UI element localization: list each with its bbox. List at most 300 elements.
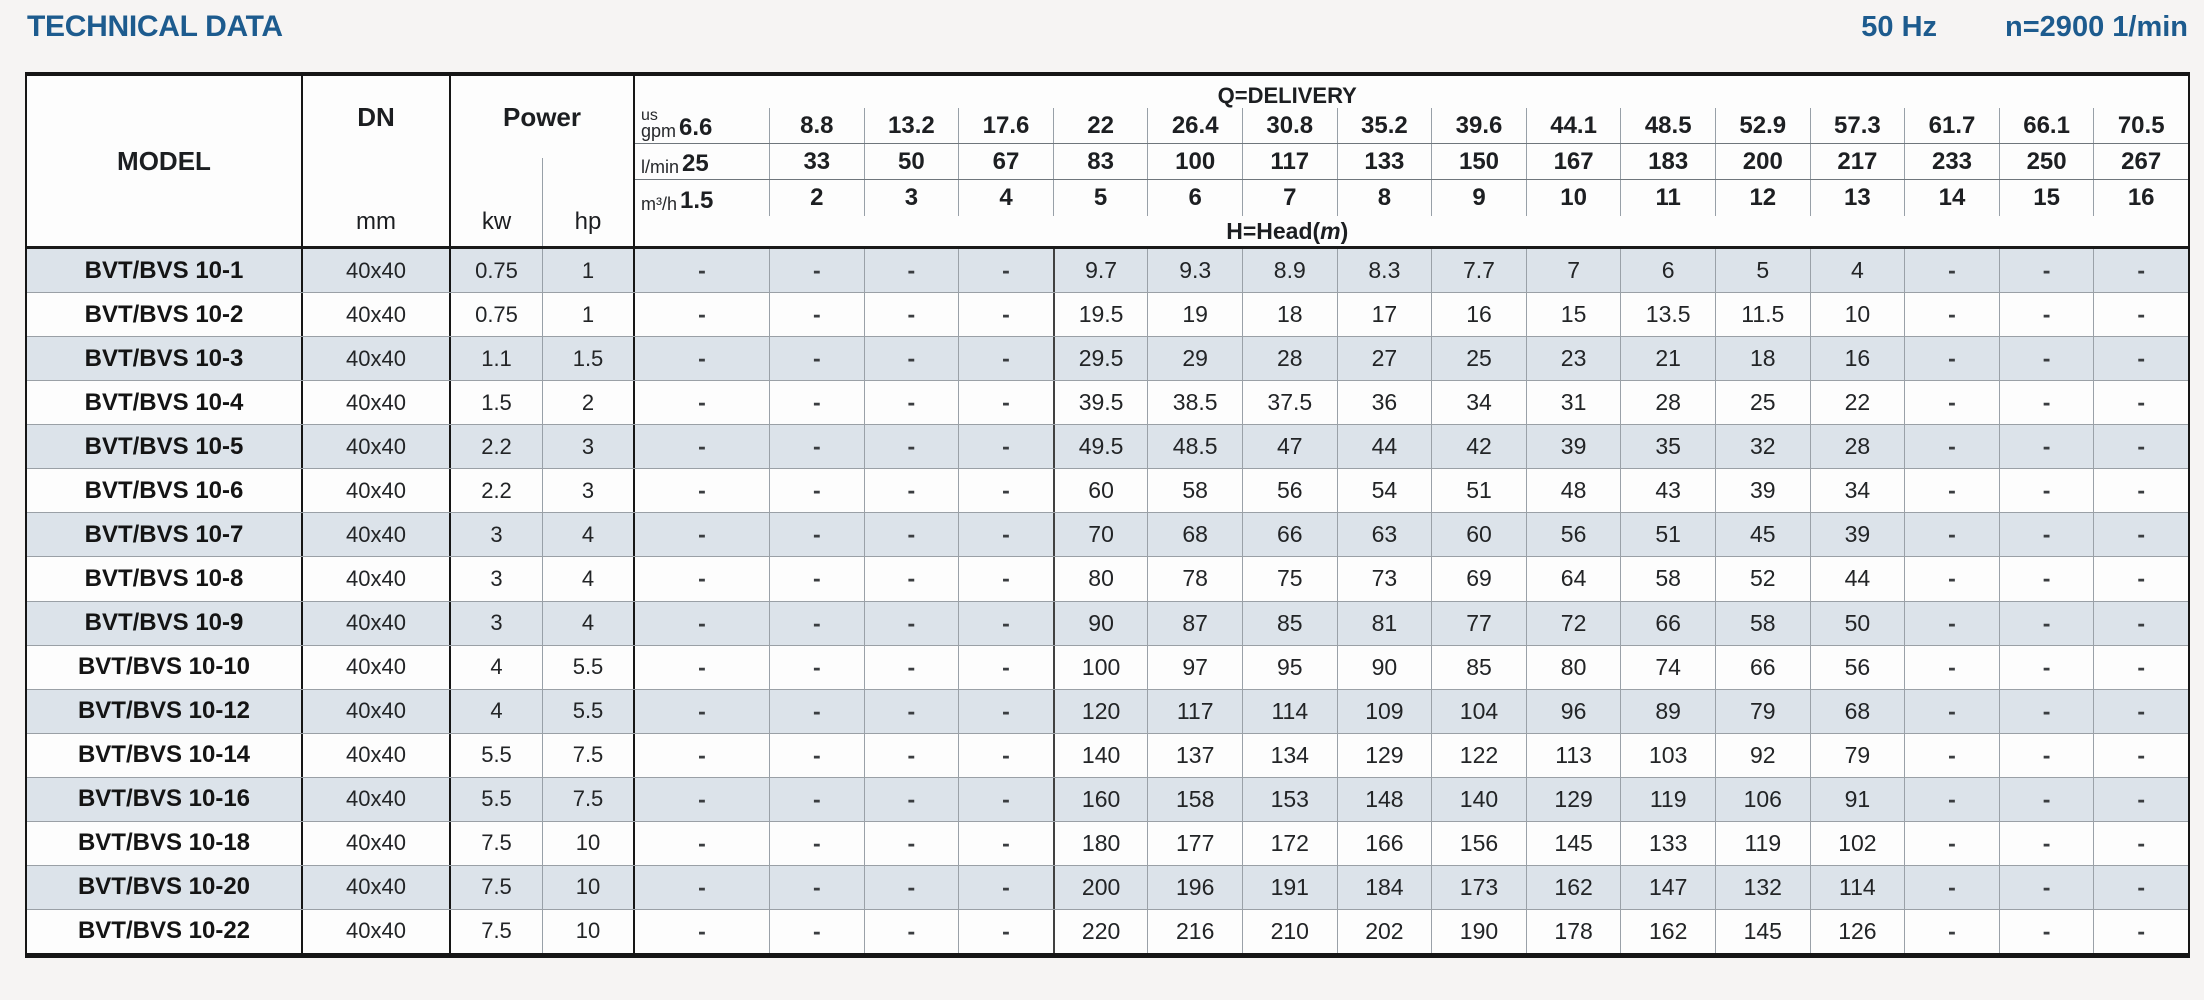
unit-value-cell: 67 bbox=[958, 144, 1053, 179]
table-row bbox=[27, 601, 2188, 645]
cell-head-value: - bbox=[1904, 381, 1999, 424]
cell-head-value: 45 bbox=[1715, 513, 1810, 556]
cell-model: BVT/BVS 10-3 bbox=[27, 337, 303, 380]
cell-head-value: - bbox=[1904, 690, 1999, 733]
cell-head-value: - bbox=[864, 425, 959, 468]
head-label-suffix: ) bbox=[1340, 218, 1349, 244]
table-row bbox=[27, 468, 2188, 512]
cell-head-value: 114 bbox=[1810, 866, 1905, 909]
cell-head-value: - bbox=[1999, 337, 2094, 380]
cell-head-value: - bbox=[698, 697, 706, 724]
cell-head-value: - bbox=[958, 425, 1053, 468]
cell-head-value: 43 bbox=[1620, 469, 1715, 512]
unit-value-cell: 5 bbox=[1053, 180, 1148, 216]
cell-power-hp: 4 bbox=[543, 513, 635, 556]
unit-value-cell: 57.3 bbox=[1810, 108, 1905, 143]
cell-head-value: - bbox=[864, 381, 959, 424]
cell-head-value: 134 bbox=[1242, 734, 1337, 777]
cell-model: BVT/BVS 10-22 bbox=[27, 910, 303, 953]
unit-value-cell: 39.6 bbox=[1431, 108, 1526, 143]
cell-dn: 40x40 bbox=[303, 690, 451, 733]
delivery-unit-rows bbox=[635, 108, 2188, 216]
unit-value-cell: 4 bbox=[958, 180, 1053, 216]
cell-head-value: 39 bbox=[1715, 469, 1810, 512]
power-units bbox=[451, 158, 633, 246]
unit-value-cell: 117 bbox=[1242, 144, 1337, 179]
cell-head-value: 85 bbox=[1431, 646, 1526, 689]
cell-power-kw: 1.1 bbox=[451, 337, 543, 380]
cell-head-value: - bbox=[1999, 646, 2094, 689]
cell-head-value: - bbox=[1904, 778, 1999, 821]
dn-header-cell bbox=[303, 76, 451, 246]
cell-head-value: 91 bbox=[1810, 778, 1905, 821]
cell-head-value: 77 bbox=[1431, 602, 1526, 645]
cell-head-value: - bbox=[1904, 557, 1999, 600]
table-row bbox=[27, 909, 2188, 953]
cell-model: BVT/BVS 10-16 bbox=[27, 778, 303, 821]
cell-head-value: 147 bbox=[1620, 866, 1715, 909]
unit-value-cell: 3 bbox=[864, 180, 959, 216]
cell-head-value: 129 bbox=[1526, 778, 1621, 821]
cell-dn: 40x40 bbox=[303, 646, 451, 689]
cell-head-value: 58 bbox=[1620, 557, 1715, 600]
cell-head-value: - bbox=[1999, 910, 2094, 953]
unit-value-cell: 13 bbox=[1810, 180, 1905, 216]
unit-label bbox=[641, 156, 680, 177]
cell-head-value: - bbox=[958, 469, 1053, 512]
cell-head-value: - bbox=[958, 293, 1053, 336]
cell-head-value: - bbox=[698, 653, 706, 680]
cell-head-value: - bbox=[958, 557, 1053, 600]
cell-power-kw: 3 bbox=[451, 602, 543, 645]
unit-value-cell: 70.5 bbox=[2093, 108, 2188, 143]
table-row bbox=[27, 689, 2188, 733]
cell-head-value: 4 bbox=[1810, 249, 1905, 292]
unit-value-cell: 48.5 bbox=[1620, 108, 1715, 143]
unit-value-cell: 9 bbox=[1431, 180, 1526, 216]
cell-head-value: - bbox=[769, 425, 864, 468]
cell-power-kw: 7.5 bbox=[451, 910, 543, 953]
cell-head-value: 104 bbox=[1431, 690, 1526, 733]
cell-model: BVT/BVS 10-20 bbox=[27, 866, 303, 909]
cell-power-hp: 4 bbox=[543, 557, 635, 600]
cell-head-value: - bbox=[2093, 425, 2188, 468]
cell-head-value: 85 bbox=[1242, 602, 1337, 645]
cell-head-value: 126 bbox=[1810, 910, 1905, 953]
cell-head-value: 25 bbox=[1715, 381, 1810, 424]
cell-head-value: 5 bbox=[1715, 249, 1810, 292]
cell-head-value: - bbox=[864, 822, 959, 865]
cell-head-value: 90 bbox=[1337, 646, 1432, 689]
table-row bbox=[27, 512, 2188, 556]
cell-head-value: - bbox=[864, 602, 959, 645]
cell-dn: 40x40 bbox=[303, 910, 451, 953]
cell-head-value: - bbox=[2093, 734, 2188, 777]
cell-head-value: 133 bbox=[1620, 822, 1715, 865]
cell-head-value: 13.5 bbox=[1620, 293, 1715, 336]
unit-value-cell: 12 bbox=[1715, 180, 1810, 216]
cell-head-value: 220 bbox=[1053, 910, 1148, 953]
table-row bbox=[27, 380, 2188, 424]
cell-head-value: 95 bbox=[1242, 646, 1337, 689]
unit-row-label-cell bbox=[635, 144, 769, 179]
cell-head-value: 32 bbox=[1715, 425, 1810, 468]
cell-head-value: - bbox=[864, 778, 959, 821]
cell-head-value: - bbox=[2093, 822, 2188, 865]
cell-head-value: - bbox=[769, 646, 864, 689]
cell-power-hp: 4 bbox=[543, 602, 635, 645]
cell-head-value: - bbox=[769, 293, 864, 336]
speed-label: n=2900 1/min bbox=[2005, 11, 2188, 43]
table-row bbox=[27, 336, 2188, 380]
unit-value-cell: 7 bbox=[1242, 180, 1337, 216]
cell-head-value: - bbox=[958, 646, 1053, 689]
cell-head-value: - bbox=[769, 910, 864, 953]
cell-head-value: 56 bbox=[1526, 513, 1621, 556]
cell-head-value: 63 bbox=[1337, 513, 1432, 556]
cell-head-value: 132 bbox=[1715, 866, 1810, 909]
cell-power-kw: 3 bbox=[451, 513, 543, 556]
cell-head-value: 69 bbox=[1431, 557, 1526, 600]
cell-head-value: 36 bbox=[1337, 381, 1432, 424]
cell-model: BVT/BVS 10-2 bbox=[27, 293, 303, 336]
unit-value-cell: 14 bbox=[1904, 180, 1999, 216]
cell-head-value: 172 bbox=[1242, 822, 1337, 865]
cell-head-value: 34 bbox=[1810, 469, 1905, 512]
table-row bbox=[27, 865, 2188, 909]
cell-model: BVT/BVS 10-12 bbox=[27, 690, 303, 733]
cell-head-value: - bbox=[958, 734, 1053, 777]
power-header-cell bbox=[451, 76, 635, 246]
unit-value-cell: 200 bbox=[1715, 144, 1810, 179]
cell-power-hp: 1 bbox=[543, 293, 635, 336]
table-body bbox=[27, 249, 2188, 953]
cell-head-value: 103 bbox=[1620, 734, 1715, 777]
cell-head-value: 113 bbox=[1526, 734, 1621, 777]
unit-value-cell: 11 bbox=[1620, 180, 1715, 216]
cell-head-value: - bbox=[864, 910, 959, 953]
cell-power-hp: 7.5 bbox=[543, 778, 635, 821]
spec-labels bbox=[1861, 11, 2188, 44]
cell-head-value: 184 bbox=[1337, 866, 1432, 909]
cell-head-value: - bbox=[698, 609, 706, 636]
cell-head-value: - bbox=[864, 249, 959, 292]
unit-label-main: l/min bbox=[641, 156, 680, 177]
cell-head-value: 38.5 bbox=[1147, 381, 1242, 424]
cell-head-value: 68 bbox=[1810, 690, 1905, 733]
head-label-band bbox=[635, 216, 2188, 246]
cell-head-value: 140 bbox=[1053, 734, 1148, 777]
cell-head-value: 48 bbox=[1526, 469, 1621, 512]
cell-head-value: 6 bbox=[1620, 249, 1715, 292]
cell-head-value: 66 bbox=[1620, 602, 1715, 645]
cell-power-kw: 2.2 bbox=[451, 425, 543, 468]
cell-head-value: - bbox=[698, 741, 706, 768]
cell-model: BVT/BVS 10-18 bbox=[27, 822, 303, 865]
technical-data-table bbox=[25, 72, 2190, 958]
table-row bbox=[27, 777, 2188, 821]
cell-power-hp: 10 bbox=[543, 866, 635, 909]
cell-head-value: 66 bbox=[1242, 513, 1337, 556]
cell-model: BVT/BVS 10-10 bbox=[27, 646, 303, 689]
cell-head-value: - bbox=[769, 822, 864, 865]
cell-head-value: - bbox=[1999, 513, 2094, 556]
unit-value-cell: 10 bbox=[1526, 180, 1621, 216]
unit-value-cell: 183 bbox=[1620, 144, 1715, 179]
cell-head-value: - bbox=[769, 602, 864, 645]
cell-head-value: - bbox=[864, 337, 959, 380]
unit-value-cell: 2 bbox=[769, 180, 864, 216]
cell-head-value: 21 bbox=[1620, 337, 1715, 380]
cell-head-value: 73 bbox=[1337, 557, 1432, 600]
cell-power-kw: 3 bbox=[451, 557, 543, 600]
cell-head-value: - bbox=[698, 829, 706, 856]
top-bar bbox=[27, 10, 2188, 44]
cell-head-value: - bbox=[864, 646, 959, 689]
cell-head-value: 11.5 bbox=[1715, 293, 1810, 336]
unit-label bbox=[641, 108, 676, 140]
cell-head-value: - bbox=[1904, 822, 1999, 865]
unit-row-label-cell bbox=[635, 180, 769, 216]
cell-head-value: 109 bbox=[1337, 690, 1432, 733]
cell-head-value: 25 bbox=[1431, 337, 1526, 380]
cell-power-hp: 10 bbox=[543, 822, 635, 865]
dn-unit-label: mm bbox=[356, 208, 396, 235]
cell-head-value: - bbox=[1999, 469, 2094, 512]
cell-head-value: 79 bbox=[1810, 734, 1905, 777]
cell-head-value: - bbox=[698, 433, 706, 460]
cell-power-kw: 2.2 bbox=[451, 469, 543, 512]
cell-head-value: 72 bbox=[1526, 602, 1621, 645]
cell-head-value: - bbox=[958, 513, 1053, 556]
cell-head-value: - bbox=[1999, 557, 2094, 600]
unit-row bbox=[635, 144, 2188, 180]
cell-head-value: 202 bbox=[1337, 910, 1432, 953]
cell-dn: 40x40 bbox=[303, 557, 451, 600]
cell-head-value: 166 bbox=[1337, 822, 1432, 865]
cell-head-value: 90 bbox=[1053, 602, 1148, 645]
table-header bbox=[27, 76, 2188, 249]
cell-head-value: - bbox=[769, 866, 864, 909]
cell-head-value: - bbox=[1904, 602, 1999, 645]
unit-value-cell: 217 bbox=[1810, 144, 1905, 179]
cell-head-value: 190 bbox=[1431, 910, 1526, 953]
cell-head-value: 27 bbox=[1337, 337, 1432, 380]
cell-head-value: 173 bbox=[1431, 866, 1526, 909]
unit-value-cell: 22 bbox=[1053, 108, 1148, 143]
cell-head-value: - bbox=[864, 866, 959, 909]
cell-head-value: 74 bbox=[1620, 646, 1715, 689]
cell-dn: 40x40 bbox=[303, 425, 451, 468]
cell-head-value: 56 bbox=[1242, 469, 1337, 512]
cell-head-value: 10 bbox=[1810, 293, 1905, 336]
delivery-title: Q=DELIVERY bbox=[1217, 83, 1357, 108]
cell-head-value: 145 bbox=[1715, 910, 1810, 953]
cell-head-value: 102 bbox=[1810, 822, 1905, 865]
frequency-label: 50 Hz bbox=[1861, 11, 1938, 43]
cell-model: BVT/BVS 10-8 bbox=[27, 557, 303, 600]
cell-power-hp: 3 bbox=[543, 425, 635, 468]
cell-power-kw: 5.5 bbox=[451, 734, 543, 777]
cell-head-value: - bbox=[1904, 734, 1999, 777]
cell-head-value: - bbox=[2093, 778, 2188, 821]
cell-head-value: - bbox=[769, 249, 864, 292]
unit-value-cell: 267 bbox=[2093, 144, 2188, 179]
cell-head-value: - bbox=[2093, 690, 2188, 733]
cell-head-value: 92 bbox=[1715, 734, 1810, 777]
cell-head-value: 191 bbox=[1242, 866, 1337, 909]
cell-head-value: 180 bbox=[1053, 822, 1148, 865]
unit-value-cell: 167 bbox=[1526, 144, 1621, 179]
unit-value: 1.5 bbox=[680, 187, 714, 214]
cell-head-value: 106 bbox=[1715, 778, 1810, 821]
cell-head-value: - bbox=[1904, 866, 1999, 909]
cell-dn: 40x40 bbox=[303, 822, 451, 865]
cell-head-value: 70 bbox=[1053, 513, 1148, 556]
cell-dn: 40x40 bbox=[303, 778, 451, 821]
cell-head-value: - bbox=[2093, 249, 2188, 292]
cell-power-kw: 7.5 bbox=[451, 866, 543, 909]
unit-value-cell: 13.2 bbox=[864, 108, 959, 143]
cell-head-value: 60 bbox=[1431, 513, 1526, 556]
cell-head-value: - bbox=[1904, 293, 1999, 336]
head-label-prefix: H=Head( bbox=[1226, 218, 1321, 244]
table-row bbox=[27, 645, 2188, 689]
cell-head-value: 119 bbox=[1620, 778, 1715, 821]
cell-dn: 40x40 bbox=[303, 602, 451, 645]
cell-head-value: - bbox=[1999, 690, 2094, 733]
unit-label-main: m³/h bbox=[641, 193, 677, 214]
cell-head-value: 117 bbox=[1147, 690, 1242, 733]
unit-value-cell: 66.1 bbox=[1999, 108, 2094, 143]
cell-head-value: - bbox=[1999, 602, 2094, 645]
cell-dn: 40x40 bbox=[303, 381, 451, 424]
cell-head-value: 156 bbox=[1431, 822, 1526, 865]
cell-head-value: 148 bbox=[1337, 778, 1432, 821]
cell-power-hp: 10 bbox=[543, 910, 635, 953]
cell-power-hp: 1 bbox=[543, 249, 635, 292]
cell-head-value: - bbox=[2093, 646, 2188, 689]
cell-power-hp: 2 bbox=[543, 381, 635, 424]
cell-head-value: 29.5 bbox=[1053, 337, 1148, 380]
cell-head-value: 17 bbox=[1337, 293, 1432, 336]
cell-power-kw: 5.5 bbox=[451, 778, 543, 821]
cell-head-value: - bbox=[958, 602, 1053, 645]
cell-model: BVT/BVS 10-4 bbox=[27, 381, 303, 424]
cell-head-value: 47 bbox=[1242, 425, 1337, 468]
cell-head-value: - bbox=[1999, 249, 2094, 292]
cell-head-value: 145 bbox=[1526, 822, 1621, 865]
cell-head-value: 50 bbox=[1810, 602, 1905, 645]
cell-head-value: 122 bbox=[1431, 734, 1526, 777]
cell-head-value: 39 bbox=[1526, 425, 1621, 468]
cell-head-value: 8.3 bbox=[1337, 249, 1432, 292]
table-row bbox=[27, 249, 2188, 292]
unit-value-cell: 61.7 bbox=[1904, 108, 1999, 143]
cell-dn: 40x40 bbox=[303, 249, 451, 292]
cell-head-value: 7 bbox=[1526, 249, 1621, 292]
cell-head-value: - bbox=[958, 778, 1053, 821]
power-unit-hp: hp bbox=[542, 158, 633, 246]
cell-head-value: 35 bbox=[1620, 425, 1715, 468]
cell-head-value: - bbox=[2093, 602, 2188, 645]
cell-head-value: - bbox=[698, 257, 706, 284]
cell-head-value: 66 bbox=[1715, 646, 1810, 689]
cell-head-value: 137 bbox=[1147, 734, 1242, 777]
cell-head-value: - bbox=[769, 734, 864, 777]
cell-head-value: 56 bbox=[1810, 646, 1905, 689]
cell-head-value: 37.5 bbox=[1242, 381, 1337, 424]
cell-head-value: - bbox=[958, 822, 1053, 865]
cell-head-value: - bbox=[1904, 513, 1999, 556]
cell-head-value: 23 bbox=[1526, 337, 1621, 380]
cell-model: BVT/BVS 10-5 bbox=[27, 425, 303, 468]
cell-dn: 40x40 bbox=[303, 337, 451, 380]
cell-head-value: - bbox=[864, 293, 959, 336]
cell-head-value: 15 bbox=[1526, 293, 1621, 336]
cell-dn: 40x40 bbox=[303, 513, 451, 556]
cell-head-value: - bbox=[2093, 557, 2188, 600]
table-row bbox=[27, 821, 2188, 865]
cell-head-value: 18 bbox=[1715, 337, 1810, 380]
cell-head-value: 54 bbox=[1337, 469, 1432, 512]
cell-head-value: 19.5 bbox=[1053, 293, 1148, 336]
cell-head-value: 51 bbox=[1620, 513, 1715, 556]
cell-head-value: 140 bbox=[1431, 778, 1526, 821]
cell-head-value: 196 bbox=[1147, 866, 1242, 909]
cell-head-value: 39 bbox=[1810, 513, 1905, 556]
table-row bbox=[27, 292, 2188, 336]
table-row bbox=[27, 733, 2188, 777]
cell-head-value: 89 bbox=[1620, 690, 1715, 733]
cell-head-value: 22 bbox=[1810, 381, 1905, 424]
cell-head-value: - bbox=[958, 337, 1053, 380]
cell-head-value: 120 bbox=[1053, 690, 1148, 733]
unit-value-cell: 150 bbox=[1431, 144, 1526, 179]
unit-value-cell: 30.8 bbox=[1242, 108, 1337, 143]
unit-label-top: us bbox=[641, 107, 658, 124]
cell-head-value: 87 bbox=[1147, 602, 1242, 645]
cell-head-value: - bbox=[958, 381, 1053, 424]
cell-head-value: 100 bbox=[1053, 646, 1148, 689]
cell-head-value: 34 bbox=[1431, 381, 1526, 424]
cell-head-value: - bbox=[698, 785, 706, 812]
cell-model: BVT/BVS 10-14 bbox=[27, 734, 303, 777]
cell-head-value: - bbox=[864, 734, 959, 777]
unit-value-cell: 233 bbox=[1904, 144, 1999, 179]
unit-value-cell: 16 bbox=[2093, 180, 2188, 216]
cell-model: BVT/BVS 10-9 bbox=[27, 602, 303, 645]
cell-head-value: 7.7 bbox=[1431, 249, 1526, 292]
cell-head-value: 16 bbox=[1810, 337, 1905, 380]
cell-head-value: - bbox=[769, 381, 864, 424]
cell-head-value: - bbox=[2093, 293, 2188, 336]
cell-head-value: 80 bbox=[1526, 646, 1621, 689]
cell-head-value: - bbox=[2093, 337, 2188, 380]
head-label-symbol: m bbox=[1320, 218, 1341, 244]
cell-head-value: - bbox=[1999, 425, 2094, 468]
cell-head-value: - bbox=[698, 565, 706, 592]
cell-head-value: - bbox=[769, 778, 864, 821]
cell-head-value: 178 bbox=[1526, 910, 1621, 953]
cell-power-kw: 1.5 bbox=[451, 381, 543, 424]
cell-head-value: 96 bbox=[1526, 690, 1621, 733]
cell-head-value: - bbox=[769, 690, 864, 733]
cell-head-value: 44 bbox=[1810, 557, 1905, 600]
cell-head-value: - bbox=[769, 469, 864, 512]
cell-head-value: 31 bbox=[1526, 381, 1621, 424]
unit-value-cell: 6 bbox=[1147, 180, 1242, 216]
